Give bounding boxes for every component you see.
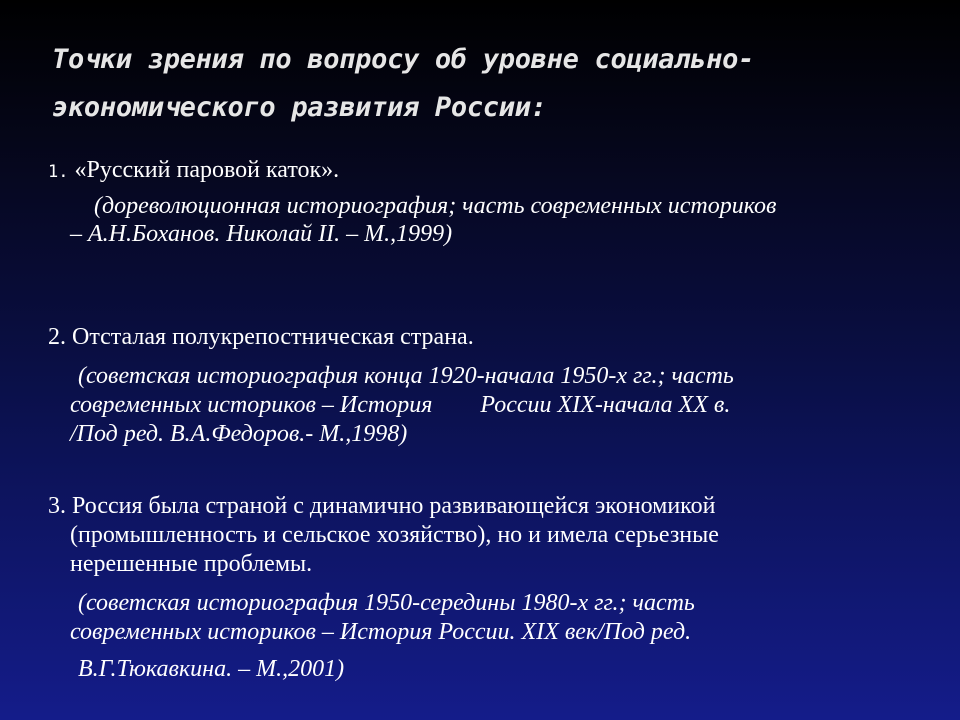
point-2-text: Отсталая полукрепостническая страна. <box>72 324 474 350</box>
point-2-number: 2. <box>48 324 66 350</box>
slide-title-line-2: экономического развития России: <box>52 92 547 123</box>
point-2-note-line-1: (советская историография конца 1920-начала 1950-х гг.; часть <box>78 363 734 389</box>
point-2-heading <box>48 323 474 352</box>
point-3-number: 3. <box>48 493 66 519</box>
point-3-note-line-1: (советская историография 1950-середины 1980-х гг.; часть <box>78 590 695 616</box>
point-2-note-line-3: /Под ред. В.А.Федоров.- М.,1998) <box>70 421 408 447</box>
point-3-note-line-3: В.Г.Тюкавкина. – М.,2001) <box>78 656 345 682</box>
point-1-heading <box>48 156 339 187</box>
point-1-number: 1. <box>48 162 69 182</box>
point-3-heading-line-1 <box>48 492 715 521</box>
point-3-text-line-1: Россия была страной с динамично развивающейся экономикой <box>72 493 716 519</box>
point-3-note-line-2: современных историков – История России. XIX век/Под ред. <box>70 619 692 645</box>
point-2-note-line-2: современных историков – История России XIX-начала XX в. <box>70 392 731 418</box>
slide-title-line-1: Точки зрения по вопросу об уровне социально- <box>52 44 755 75</box>
slide-title <box>52 36 932 132</box>
point-1-note-line-1: (дореволюционная историография; часть современных историков <box>94 193 777 219</box>
point-3-text-line-2: (промышленность и сельское хозяйство), но и имела серьезные <box>70 522 719 548</box>
point-1-text: «Русский паровой каток». <box>74 157 340 183</box>
point-1-note-line-2: – А.Н.Боханов. Николай II. – М.,1999) <box>70 221 453 247</box>
point-3-text-line-3: нерешенные проблемы. <box>70 551 313 577</box>
